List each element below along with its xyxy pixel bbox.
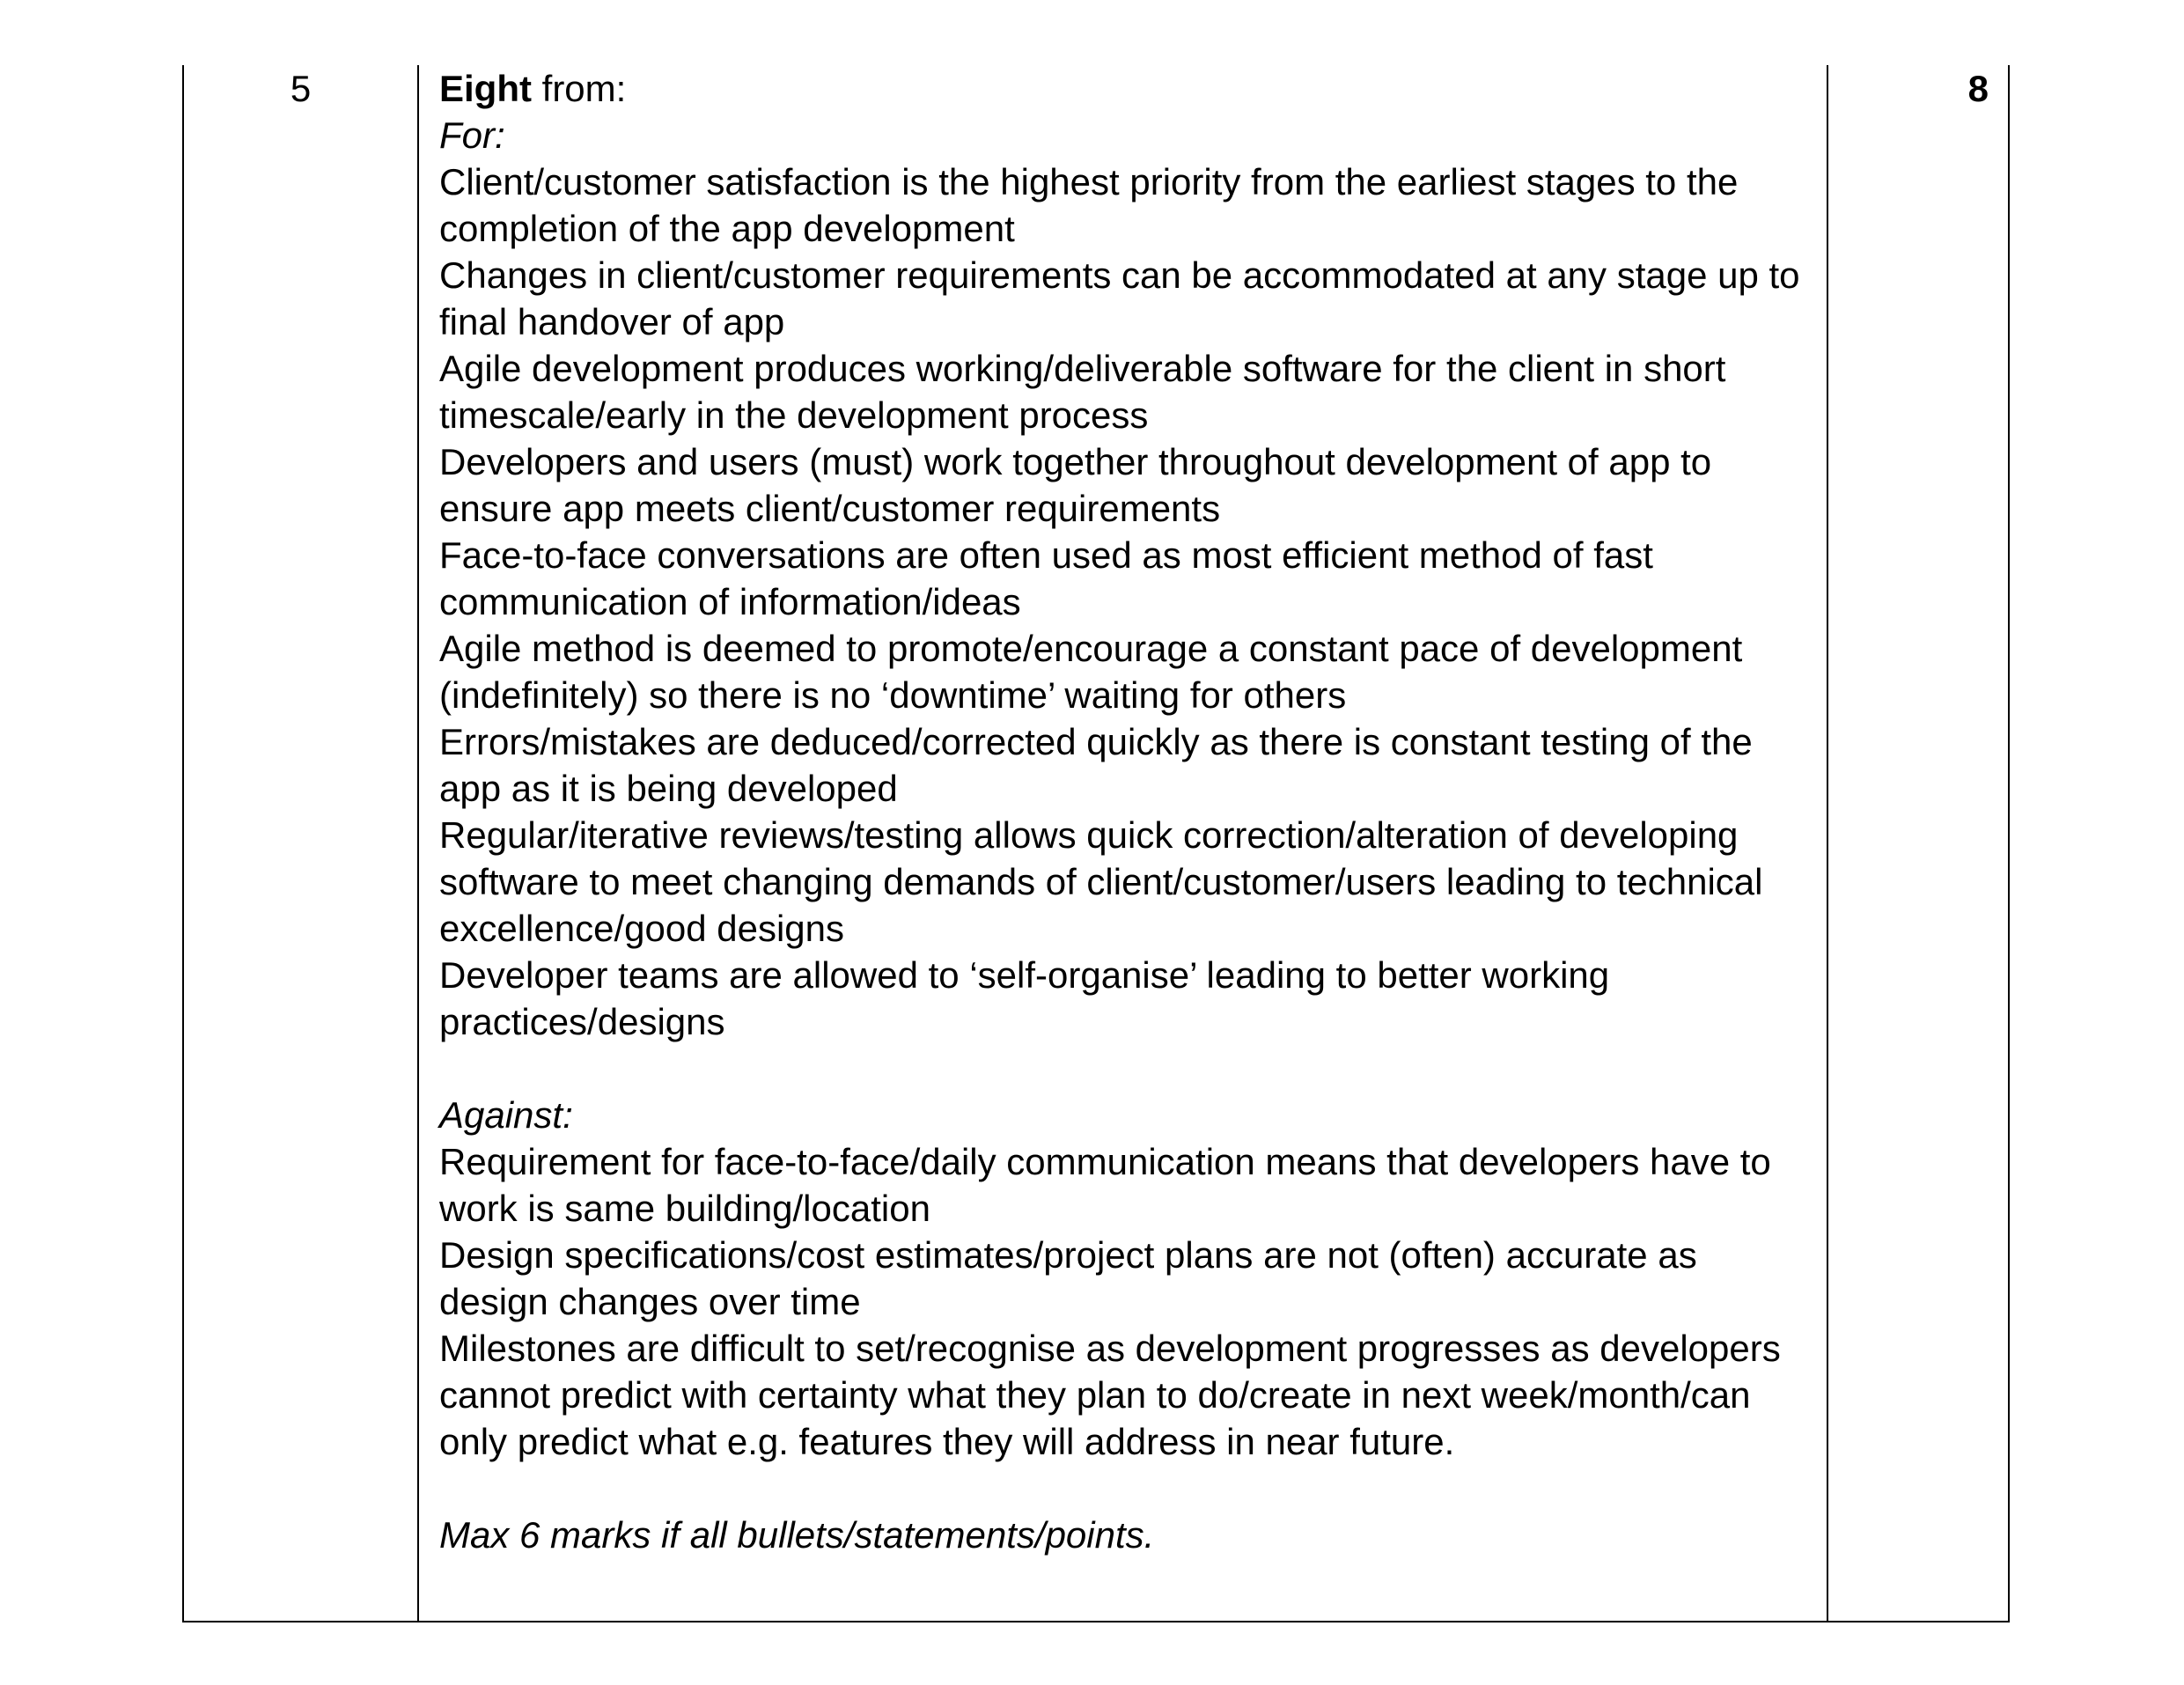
for-point: Errors/mistakes are deduced/corrected quickly as there is constant testing of the app as it is being developed xyxy=(439,721,1753,809)
marking-note: Max 6 marks if all bullets/statements/points. xyxy=(439,1514,1155,1556)
column-divider xyxy=(417,65,419,1621)
answer-cell xyxy=(439,65,1813,1558)
for-heading: For: xyxy=(439,114,505,156)
answer-lead xyxy=(439,65,1813,112)
against-point: Requirement for face-to-face/daily communication means that developers have to work is same building/location xyxy=(439,1141,1771,1229)
spacer xyxy=(439,1465,1813,1512)
against-point: Design specifications/cost estimates/project plans are not (often) accurate as design changes over time xyxy=(439,1234,1697,1322)
for-point: Regular/iterative reviews/testing allows quick correction/alteration of developing software to meet changing demands of client/customer/users leading to technical excellence/good designs xyxy=(439,814,1763,949)
mark-scheme-table xyxy=(182,65,2010,1622)
for-point: Changes in client/customer requirements can be accommodated at any stage up to final handover of app xyxy=(439,254,1800,342)
lead-text: from: xyxy=(531,68,627,109)
for-point: Agile development produces working/deliverable software for the client in short timescale/early in the development process xyxy=(439,348,1726,436)
spacer xyxy=(439,1045,1813,1092)
for-point: Client/customer satisfaction is the highest priority from the earliest stages to the completion of the app development xyxy=(439,161,1739,249)
against-point: Milestones are difficult to set/recognise as development progresses as developers cannot predict with certainty what they plan to do/create in next week/month/can only predict what e.g. features they will address in near future. xyxy=(439,1328,1781,1462)
for-point: Face-to-face conversations are often used as most efficient method of fast communication of information/ideas xyxy=(439,534,1653,622)
question-number: 5 xyxy=(290,68,312,109)
for-point: Agile method is deemed to promote/encourage a constant pace of development (indefinitely) so there is no ‘downtime’ waiting for others xyxy=(439,628,1743,716)
for-point: Developer teams are allowed to ‘self-organise’ leading to better working practices/designs xyxy=(439,954,1610,1042)
against-heading: Against: xyxy=(439,1094,573,1136)
for-point: Developers and users (must) work together throughout development of app to ensure app meets client/customer requirements xyxy=(439,441,1712,529)
marks-value: 8 xyxy=(1967,68,1989,109)
column-divider xyxy=(1827,65,1828,1621)
lead-bold-text: Eight xyxy=(439,68,532,109)
